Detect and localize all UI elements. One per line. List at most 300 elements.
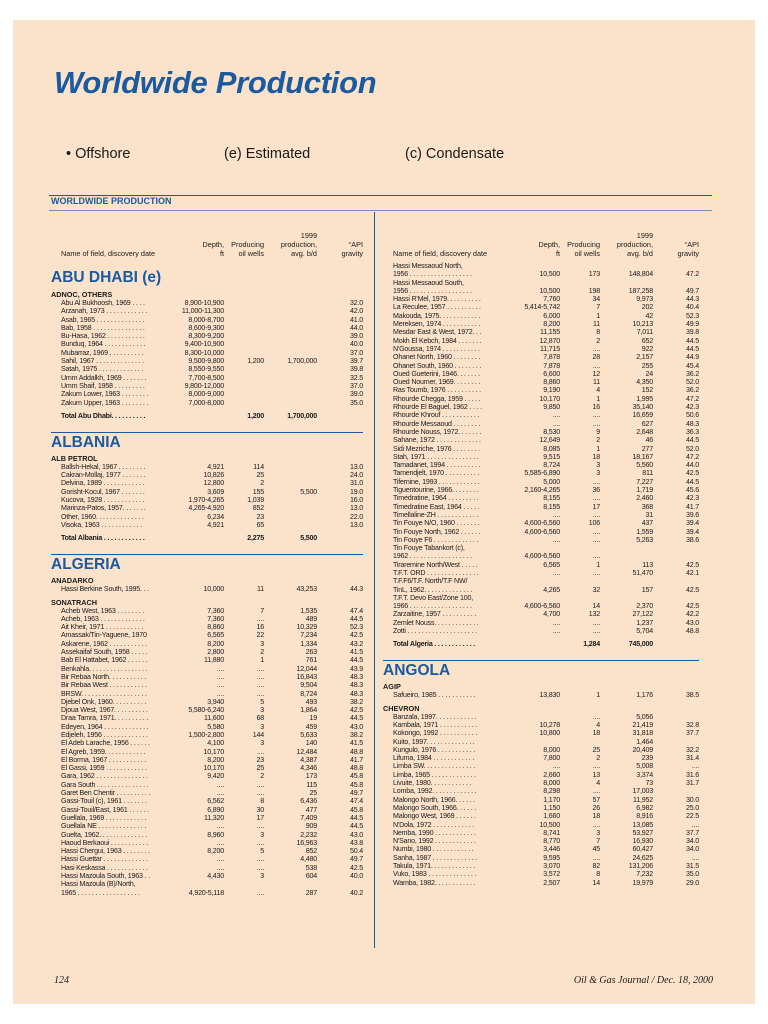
depth-cell: 8,724 <box>543 461 560 470</box>
field-name: Timellaline-ZH . . . . . . . . . . . . <box>393 510 479 519</box>
field-name: Draa Tamra, 1971. . . . . . . . . . <box>61 714 149 723</box>
api-cell: 48.3 <box>685 419 699 428</box>
depth-cell: 4,600-6,560 <box>524 527 560 536</box>
wells-cell: .... <box>256 672 264 681</box>
api-cell: 32.5 <box>349 373 363 382</box>
table-row <box>383 378 699 386</box>
production-cell: 5,560 <box>636 461 653 470</box>
api-cell: .... <box>691 762 699 771</box>
production-cell: 3,374 <box>636 770 653 779</box>
api-cell: 40.4 <box>685 303 699 312</box>
depth-cell: 7,700-8,500 <box>188 373 224 382</box>
wells-cell: 2 <box>260 479 264 488</box>
table-row <box>51 615 363 623</box>
wells-cell: .... <box>592 820 600 829</box>
depth-cell: 8,530 <box>543 427 560 436</box>
api-cell: 42.5 <box>349 863 363 872</box>
table-row <box>383 287 699 295</box>
field-name: Tiguentourine, 1966. . . . . . . . <box>393 486 479 495</box>
api-cell: 36.2 <box>685 369 699 378</box>
table-row <box>383 536 699 544</box>
table-row <box>383 862 699 870</box>
field-name: El Borma, 1967 . . . . . . . . . . . <box>61 755 147 764</box>
depth-cell: 1,500-2,800 <box>188 730 224 739</box>
depth-cell: .... <box>216 789 224 798</box>
field-name: Tin Fouye Tabankort (c), <box>393 544 465 553</box>
production-cell: 31 <box>645 510 653 519</box>
api-cell: 48.8 <box>349 764 363 773</box>
table-row <box>51 739 363 747</box>
production-cell: 9,973 <box>636 295 653 304</box>
field-name: 1956 . . . . . . . . . . . . . . . . . . <box>393 270 472 279</box>
production-cell: 239 <box>641 754 653 763</box>
production-cell: 12,044 <box>296 664 317 673</box>
depth-cell: 10,000 <box>203 585 224 594</box>
table-row <box>383 879 699 887</box>
production-cell: 5,704 <box>636 627 653 636</box>
api-cell: 37.7 <box>685 828 699 837</box>
field-name: T.F.T. Devo East/Zone 100, <box>393 593 473 602</box>
production-cell: 6,982 <box>636 803 653 812</box>
wells-cell: 8 <box>596 870 600 879</box>
api-cell: 39.8 <box>685 328 699 337</box>
production-cell: 5,263 <box>636 535 653 544</box>
production-cell: 43,253 <box>296 585 317 594</box>
header-depth: Depth, ft <box>538 240 560 258</box>
api-cell: 45.4 <box>685 361 699 370</box>
table-row <box>383 469 699 477</box>
country-heading: ABU DHABI (e) <box>51 269 162 286</box>
field-name: Rhourde El Baguel, 1962 . . . . <box>393 403 482 412</box>
api-cell: 31.4 <box>685 754 699 763</box>
field-name: Bab, 1958 . . . . . . . . . . . . . . . <box>61 323 145 332</box>
field-name: Rhourde Nouss, 1972. . . . . . . <box>393 427 482 436</box>
wells-cell: 18 <box>592 452 600 461</box>
table-row <box>383 461 699 469</box>
table-row <box>383 779 699 787</box>
api-cell: 13.0 <box>349 520 363 529</box>
api-cell: 48.8 <box>349 747 363 756</box>
wells-cell: 17 <box>256 813 264 822</box>
production-cell: 2,460 <box>636 494 653 503</box>
field-name: Ballsh-Hekal, 1967 . . . . . . . . <box>61 462 146 471</box>
api-cell: 42.3 <box>685 403 699 412</box>
table-row <box>51 340 363 348</box>
wells-cell: 2 <box>260 648 264 657</box>
api-cell: 39.8 <box>349 365 363 374</box>
api-cell: 42.0 <box>349 307 363 316</box>
production-cell: 5,500 <box>300 487 317 496</box>
depth-cell: 10,800 <box>539 729 560 738</box>
api-cell: 31.6 <box>685 770 699 779</box>
api-cell: 43.0 <box>349 722 363 731</box>
field-name: • Numbi, 1980 . . . . . . . . . . . . <box>393 845 553 853</box>
table-row <box>51 855 363 863</box>
wells-cell: 16 <box>256 623 264 632</box>
wells-cell: 106 <box>588 519 600 528</box>
production-cell: 459 <box>305 722 317 731</box>
field-name: Askarene, 1962 . . . . . . . . . . . <box>61 639 147 648</box>
field-name: Tamadanet, 1994 . . . . . . . . . . <box>393 461 481 470</box>
table-row <box>51 880 363 888</box>
table-row <box>383 602 699 610</box>
production-cell: 16,659 <box>632 411 653 420</box>
table-row <box>383 411 699 419</box>
depth-cell: 9,400-10,900 <box>184 340 224 349</box>
field-name: Oued Noumer, 1969. . . . . . . . <box>393 378 481 387</box>
table-row <box>383 552 699 560</box>
field-name: Makouda, 1975. . . . . . . . . . . . <box>393 311 481 320</box>
field-name: Gara South . . . . . . . . . . . . . . . <box>61 780 149 789</box>
depth-cell: 11,715 <box>540 344 560 353</box>
table-row <box>51 648 363 656</box>
wells-cell: 18 <box>592 729 600 738</box>
field-name: T.F.F6/T.F. North/T.F NW/ <box>393 577 468 586</box>
wells-cell: 3 <box>260 722 264 731</box>
depth-cell: 8,000 <box>543 779 560 788</box>
production-cell: 131,206 <box>628 862 653 870</box>
table-row <box>383 453 699 461</box>
production-cell: 12,484 <box>296 747 317 756</box>
wells-cell: 22 <box>256 631 264 640</box>
depth-cell: 5,580 <box>207 722 224 731</box>
table-row <box>383 627 699 635</box>
depth-cell: .... <box>216 863 224 872</box>
legend-estimated: (e) Estimated <box>224 146 311 162</box>
production-cell: 115 <box>306 780 317 789</box>
field-name: Hassi Mazoula South, 1963 . . <box>61 872 150 881</box>
table-row <box>51 690 363 698</box>
table-row <box>51 332 363 340</box>
left-column <box>51 216 363 956</box>
field-name: Acheb, 1963 . . . . . . . . . . . . . <box>61 614 145 623</box>
table-row <box>383 420 699 428</box>
table-row <box>51 471 363 479</box>
wells-cell: 4 <box>596 720 600 729</box>
production-cell: 5,056 <box>636 712 653 721</box>
production-cell: 627 <box>641 419 653 428</box>
api-cell: 42.5 <box>685 602 699 611</box>
production-cell: 852 <box>305 847 317 856</box>
wells-cell: 28 <box>592 353 600 362</box>
wells-cell: 23 <box>256 512 264 521</box>
wells-cell: 3 <box>596 461 600 470</box>
depth-cell: 11,600 <box>204 714 224 723</box>
table-row <box>51 889 363 897</box>
api-cell: 44.5 <box>349 813 363 822</box>
header-api: °API gravity <box>341 240 363 258</box>
depth-cell: 1,170 <box>543 795 560 804</box>
field-name: • Kambala, 1971 . . . . . . . . . . . <box>393 721 553 729</box>
api-cell: 24.0 <box>349 471 363 480</box>
wells-cell: 3 <box>596 469 600 478</box>
depth-cell: 7,360 <box>207 606 224 615</box>
wells-cell: 26 <box>592 803 600 812</box>
wells-cell: 852 <box>252 504 264 513</box>
wells-cell: 1 <box>260 656 264 665</box>
api-cell: 43.0 <box>685 618 699 627</box>
field-name: • Safueiro, 1985 . . . . . . . . . . . <box>393 691 553 699</box>
table-row <box>51 399 363 407</box>
wells-cell: 144 <box>252 730 264 739</box>
table-row <box>383 337 699 345</box>
depth-cell: 8,000-8,700 <box>188 315 224 324</box>
wells-cell: .... <box>256 888 264 897</box>
depth-cell: 8,200 <box>207 639 224 648</box>
depth-cell: 8,200 <box>207 847 224 856</box>
wells-cell: 36 <box>592 486 600 495</box>
field-name: 1965 . . . . . . . . . . . . . . . . . . <box>61 888 140 897</box>
company-name: SONATRACH <box>51 597 98 607</box>
api-cell: 39.0 <box>349 390 363 399</box>
depth-cell: .... <box>216 822 224 831</box>
depth-cell: 4,920-5,118 <box>188 888 224 897</box>
depth-cell: .... <box>552 535 560 544</box>
field-name: Kucova, 1928 . . . . . . . . . . . . <box>61 496 145 505</box>
depth-cell: 5,000 <box>543 477 560 486</box>
api-cell: 52.0 <box>685 378 699 387</box>
table-row <box>51 349 363 357</box>
api-cell: 52.3 <box>349 623 363 632</box>
production-cell: 287 <box>305 888 317 897</box>
total-wells: 1,200 <box>247 411 264 420</box>
depth-cell: 10,500 <box>539 820 560 829</box>
wells-cell: 1 <box>596 560 600 569</box>
api-cell: .... <box>691 820 699 829</box>
depth-cell: 8,298 <box>543 787 560 796</box>
wells-cell: .... <box>256 780 264 789</box>
field-name: Cakran-Mollaj, 1977 . . . . . . . <box>61 471 146 480</box>
table-row <box>51 488 363 496</box>
production-cell: 1,464 <box>636 737 653 746</box>
field-name: Haoud Berkaoui . . . . . . . . . . . <box>61 838 149 847</box>
table-row <box>51 631 363 639</box>
table-row <box>51 814 363 822</box>
table-row <box>51 673 363 681</box>
depth-cell: 12,649 <box>539 436 560 445</box>
production-cell: 148,804 <box>628 270 653 279</box>
wells-cell: 11 <box>593 378 600 387</box>
api-cell: 47.2 <box>685 270 699 279</box>
table-row <box>383 821 699 829</box>
header-api: °API gravity <box>677 240 699 258</box>
field-name: • Lomba, 1992. . . . . . . . . . . . . <box>393 787 553 795</box>
api-cell: 41.5 <box>349 739 363 748</box>
api-cell: 45.8 <box>349 780 363 789</box>
field-name: • Mubarraz, 1969 . . . . . . . . . . <box>61 349 221 357</box>
field-name: Gassi-Touil/East, 1961 . . . . . . <box>61 805 149 814</box>
production-cell: 1,719 <box>636 486 653 495</box>
field-name: Stah, 1971 . . . . . . . . . . . . . . . <box>393 452 479 461</box>
depth-cell: 8,085 <box>543 444 560 453</box>
wells-cell: 2 <box>260 772 264 781</box>
production-cell: 19,979 <box>632 878 653 887</box>
table-row <box>383 362 699 370</box>
table-row <box>51 748 363 756</box>
production-cell: 538 <box>305 863 317 872</box>
table-row <box>383 713 699 721</box>
field-name: Sidi Mezriche, 1976 . . . . . . . . <box>393 444 480 453</box>
api-cell: 22.5 <box>685 812 699 821</box>
field-name: Delvina, 1989 . . . . . . . . . . . . <box>61 479 145 488</box>
production-cell: 4,350 <box>636 378 653 387</box>
table-row <box>51 772 363 780</box>
api-cell: 43.9 <box>349 664 363 673</box>
total-wells: 1,284 <box>583 640 600 649</box>
field-name: Zemlet Nouss. . . . . . . . . . . . . <box>393 618 479 627</box>
production-cell: 51,470 <box>632 568 653 577</box>
header-depth: Depth, ft <box>202 240 224 258</box>
field-name: Sahane, 1972 . . . . . . . . . . . . . <box>393 436 481 445</box>
depth-cell: 8,770 <box>543 837 560 846</box>
wells-cell: 155 <box>252 487 264 496</box>
field-name: El Gassi, 1959 . . . . . . . . . . . . <box>61 764 147 773</box>
table-row <box>51 781 363 789</box>
wells-cell: 8 <box>260 797 264 806</box>
table-row <box>383 829 699 837</box>
depth-cell: 9,420 <box>207 772 224 781</box>
depth-cell: 9,595 <box>543 853 560 862</box>
field-name: Ohanet North, 1960 . . . . . . . . <box>393 353 481 362</box>
depth-cell: 11,880 <box>204 656 224 665</box>
total-wells: 2,275 <box>247 534 264 543</box>
table-row <box>383 729 699 737</box>
production-cell: 53,927 <box>632 828 653 837</box>
depth-cell: .... <box>552 411 560 420</box>
field-name: Hassi R'Mel, 1979. . . . . . . . . . <box>393 295 481 304</box>
country-heading: ANGOLA <box>383 660 699 678</box>
api-cell: 37.7 <box>685 729 699 738</box>
table-row <box>51 513 363 521</box>
table-row <box>51 640 363 648</box>
field-name: Hassi Chergui, 1963 . . . . . . . . <box>61 847 150 856</box>
production-cell: 2,648 <box>636 427 653 436</box>
wells-cell: 11 <box>257 585 264 594</box>
api-cell: 44.3 <box>685 295 699 304</box>
api-cell: 44.5 <box>685 344 699 353</box>
table-row <box>383 279 699 287</box>
production-cell: 21,419 <box>632 720 653 729</box>
api-cell: 43.0 <box>349 830 363 839</box>
production-cell: 10,213 <box>632 320 653 329</box>
production-cell: 1,535 <box>300 606 317 615</box>
header-wells: Producing oil wells <box>231 240 264 258</box>
wells-cell: 2 <box>596 436 600 445</box>
production-cell: 17,003 <box>632 787 653 796</box>
table-row <box>383 738 699 746</box>
wells-cell: 25 <box>256 764 264 773</box>
production-cell: 73 <box>645 779 653 788</box>
depth-cell: 11,155 <box>540 328 560 337</box>
table-row <box>383 386 699 394</box>
api-cell: 49.9 <box>685 320 699 329</box>
api-cell: 44.0 <box>349 323 363 332</box>
total-production: 1,700,000 <box>287 411 317 420</box>
field-name: Oued Gueterini, 1946. . . . . . . <box>393 369 480 378</box>
journal-citation: Oil & Gas Journal / Dec. 18, 2000 <box>573 975 713 986</box>
production-cell: 46 <box>645 436 653 445</box>
depth-cell: .... <box>552 618 560 627</box>
field-name: Mesdar East & West, 1972. . . <box>393 328 482 337</box>
field-name: Timedratine, 1964 . . . . . . . . . <box>393 494 479 503</box>
total-label: Total Algeria . . . . . . . . . . . . <box>393 640 476 649</box>
table-row <box>383 619 699 627</box>
table-row <box>383 262 699 270</box>
field-name: • Limba SW. . . . . . . . . . . . . . . <box>393 762 553 770</box>
company-name: ALB PETROL <box>51 453 98 463</box>
total-label: Total Abu Dhabi. . . . . . . . . . <box>61 411 146 420</box>
depth-cell: 3,446 <box>543 845 560 854</box>
depth-cell: 4,265 <box>543 585 560 594</box>
depth-cell: 5,585-6,890 <box>524 469 560 478</box>
production-cell: 1,995 <box>636 394 653 403</box>
depth-cell: 8,860 <box>543 378 560 387</box>
table-row <box>51 706 363 714</box>
api-cell: 39.7 <box>349 357 363 366</box>
field-name: 1956 . . . . . . . . . . . . . . . . . . <box>393 286 472 295</box>
api-cell: 48.8 <box>685 627 699 636</box>
production-cell: 1,559 <box>636 527 653 536</box>
table-row <box>51 656 363 664</box>
depth-cell: .... <box>552 762 560 771</box>
header-name: Name of field, discovery date <box>393 249 488 258</box>
production-cell: 604 <box>305 872 317 881</box>
api-cell: 41.5 <box>349 648 363 657</box>
table-row <box>383 436 699 444</box>
field-name: Ras Toumb, 1976 . . . . . . . . . . <box>393 386 481 395</box>
depth-cell: .... <box>216 780 224 789</box>
spacer <box>51 422 363 426</box>
field-name: Rhourde Khrouf . . . . . . . . . . . <box>393 411 480 420</box>
api-cell: 45.8 <box>349 805 363 814</box>
table-row <box>51 714 363 722</box>
table-row <box>383 403 699 411</box>
wells-cell: .... <box>256 747 264 756</box>
field-name: • Nemba, 1990 . . . . . . . . . . . . <box>393 829 553 837</box>
wells-cell: 7 <box>596 837 600 846</box>
production-cell: 187,258 <box>628 286 653 295</box>
production-cell: 1,176 <box>636 691 653 700</box>
wells-cell: 1 <box>596 691 600 700</box>
table-row <box>51 806 363 814</box>
table-row <box>383 395 699 403</box>
header-wells: Producing oil wells <box>567 240 600 258</box>
production-cell: 7,234 <box>300 631 317 640</box>
total-row <box>383 640 699 650</box>
depth-cell: 2,800 <box>207 648 224 657</box>
production-cell: 2,232 <box>300 830 317 839</box>
api-cell: 40.0 <box>349 872 363 881</box>
depth-cell: 8,741 <box>543 828 560 837</box>
production-cell: 20,409 <box>632 745 653 754</box>
wells-cell: .... <box>592 510 600 519</box>
api-cell: 43.8 <box>349 838 363 847</box>
wells-cell: 32 <box>592 585 600 594</box>
wells-cell: 3 <box>260 830 264 839</box>
wells-cell: 1,200 <box>247 357 264 366</box>
api-cell: 42.5 <box>349 706 363 715</box>
table-row <box>51 463 363 471</box>
api-cell: 44.5 <box>349 714 363 723</box>
production-cell: 24 <box>645 369 653 378</box>
wells-cell: 18 <box>592 812 600 821</box>
depth-cell: 4,100 <box>207 739 224 748</box>
production-cell: 4,387 <box>300 755 317 764</box>
wells-cell: .... <box>592 494 600 503</box>
table-row <box>51 357 363 365</box>
table-row <box>383 445 699 453</box>
wells-cell: .... <box>592 477 600 486</box>
